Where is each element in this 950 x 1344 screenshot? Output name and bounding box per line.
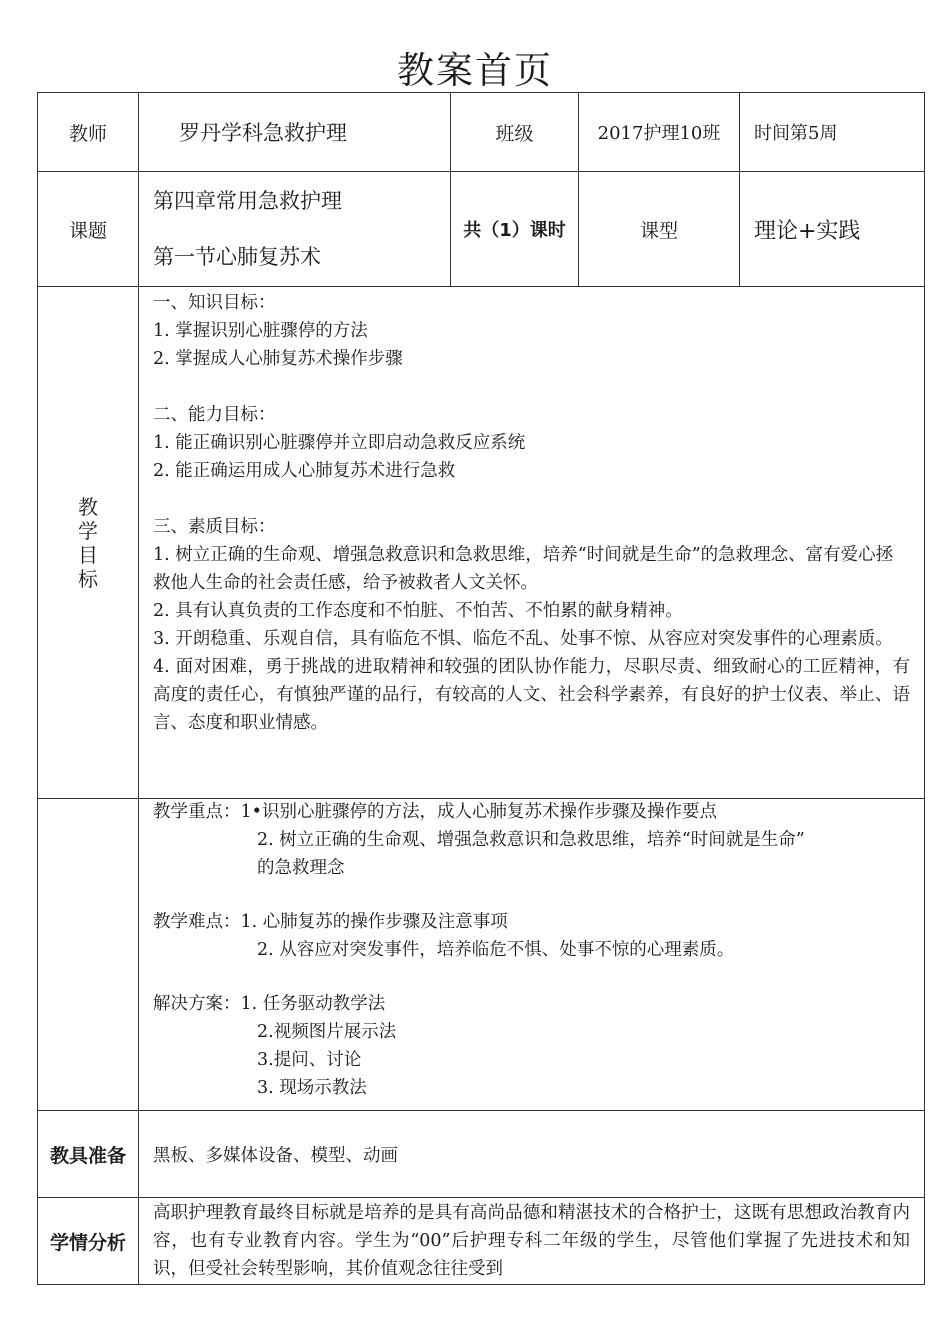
quality-item: 3. 开朗稳重、乐观自信，具有临危不惧、临危不乱、处事不惊、从容应对突发事件的心理素质。 [153,629,893,649]
class-hours: 共（1）课时 [451,172,579,287]
focus-line: 2. 树立正确的生命观、增强急救意识和急救思维，培养“时间就是生命” [257,830,805,850]
tools-label: 教具准备 [38,1111,139,1198]
objectives-label-char: 标 [78,566,98,591]
quality-item: 4. 面对困难，勇于挑战的进取精神和较强的团队协作能力，尽职尽责、细致耐心的工匠精神，有高度的责任心，有慎独严谨的品行，有较高的人文、社会科学素养，有良好的护士仪表、举止、语言、态度和职业情感。 [153,657,910,733]
keypoints-row [38,799,925,1111]
solution-line: 3.提问、讨论 [257,1050,362,1070]
lesson-plan-table [37,92,925,1285]
solution-line: 解决方案：1. 任务驱动教学法 [153,994,386,1014]
solution-line: 3. 现场示教法 [257,1078,367,1098]
objectives-label-char: 目 [78,542,98,567]
knowledge-heading: 一、知识目标： [153,293,276,313]
type-value: 理论+实践 [740,172,925,287]
topic-section: 第一节心肺复苏术 [153,245,321,269]
topic-row [38,172,925,287]
analysis-text: 高职护理教育最终目标就是培养的是具有高尚品德和精湛技术的合格护士，这既有思想政治教育内容，也有专业教育内容。学生为“00”后护理专科二年级的学生，尽管他们掌握了先进技术和知识，但受社会转型影响，其价值观念往往受到 [139,1198,925,1285]
teacher-label: 教师 [38,93,139,172]
ability-item: 2. 能正确运用成人心肺复苏术进行急救 [153,461,456,481]
quality-item: 1. 树立正确的生命观、增强急救意识和急救思维，培养“时间就是生命”的急救理念、富有爱心拯救他人生命的社会责任感，给予被救者人文关怀。 [153,545,894,593]
class-label: 班级 [451,93,579,172]
analysis-row [38,1198,925,1285]
quality-heading: 三、素质目标： [153,517,276,537]
difficulty-line: 教学难点：1. 心肺复苏的操作步骤及注意事项 [153,912,508,932]
keypoints-content [139,799,925,1111]
topic-label: 课题 [38,172,139,287]
knowledge-item: 1. 掌握识别心脏骤停的方法 [153,321,368,341]
objectives-label-char: 教 [78,494,98,519]
page-title: 教案首页 [397,49,553,92]
analysis-label: 学情分析 [38,1198,139,1285]
class-value: 2017护理10班 [579,93,740,172]
objectives-content [139,287,925,799]
focus-line: 的急救理念 [257,858,345,878]
keypoints-label-empty [38,799,139,1111]
focus-line: 教学重点：1•识别心脏骤停的方法，成人心肺复苏术操作步骤及操作要点 [153,802,717,822]
knowledge-item: 2. 掌握成人心肺复苏术操作步骤 [153,349,403,369]
objectives-label-vertical [78,495,98,591]
header-row [38,93,925,172]
type-label: 课型 [579,172,740,287]
objectives-label-char: 学 [78,518,98,543]
difficulty-line: 2. 从容应对突发事件，培养临危不惧、处事不惊的心理素质。 [257,940,735,960]
ability-heading: 二、能力目标： [153,405,276,425]
topic-chapter: 第四章常用急救护理 [153,189,342,213]
objectives-row [38,287,925,799]
solution-line: 2.视频图片展示法 [257,1022,397,1042]
topic-cell [139,172,451,287]
time-value: 时间第5周 [740,93,925,172]
objectives-label [38,287,139,799]
tools-row [38,1111,925,1198]
quality-item: 2. 具有认真负责的工作态度和不怕脏、不怕苦、不怕累的献身精神。 [153,601,683,621]
tools-value: 黑板、多媒体设备、模型、动画 [139,1111,925,1198]
ability-item: 1. 能正确识别心脏骤停并立即启动急救反应系统 [153,433,526,453]
teacher-value: 罗丹学科急救护理 [139,93,451,172]
